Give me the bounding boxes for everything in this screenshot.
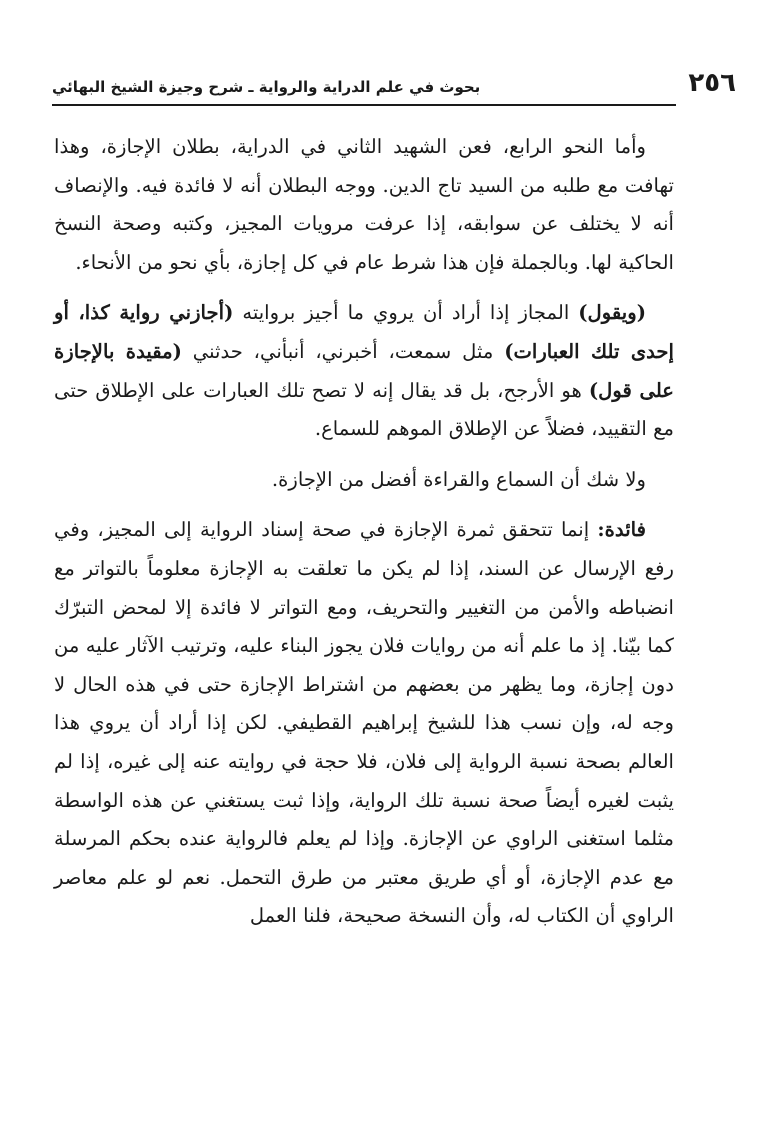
paragraph-1: وأما النحو الرابع، فعن الشهيد الثاني في الدراية، بطلان الإجازة، وهذا تهافت مع طلبه من السيد تاج الدين. ووجه البطلان أنه لا فائدة فيه. والإنصاف أنه لا يختلف عن سوابقه، إذا عرفت مرويات المجيز، وكتبه وصحة النسخ الحاكية لها. وبالجملة فإن هذا شرط عام في كل إجازة، بأي نحو من الأنحاء. <box>54 135 674 274</box>
commentary-text: المجاز إذا أراد أن يروي ما أجيز بروايته <box>233 301 579 325</box>
paragraph-3: ولا شك أن السماع والقراءة أفضل من الإجازة. <box>271 467 646 491</box>
header-rule <box>52 104 676 106</box>
paragraph-2 <box>54 294 674 448</box>
running-head: بحوث في علم الدراية والرواية ـ شرح وجيزة الشيخ البهائي <box>52 78 481 96</box>
quoted-text: (ويقول) <box>578 301 646 325</box>
note-text: إنما تتحقق ثمرة الإجازة في صحة إسناد الرواية إلى المجيز، وفي رفع الإرسال عن السند، إذا لم يكن ما تعلقت به الإجازة معلوماً بالتواتر مع انضباطه والأمن من التغيير والتحريف، ومع التواتر لا فائدة إلا لمحض التبرّك كما بيّنا. إذ ما علم أنه من روايات فلان يجوز البناء عليه، وترتيب الآثار عليه من دون إجازة، وما يظهر من بعضهم من اشتراط الإجازة حتى في هذه الحال لا وجه له، وإن نسب هذا للشيخ إبراهيم القطيفي. لكن إذا أراد أن يروي هذا العالم بصحة نسبة الرواية إلى فلان، فلا حجة في روايته عنه إلى غيره، إذا لم يثبت لغيره أيضاً صحة نسبة تلك الرواية، وإذا ثبت يستغني عن هذه الواسطة مثلما استغنى الراوي عن الإجازة. وإذا لم يعلم فالرواية عنده بحكم المرسلة مع عدم الإجازة، أو أي طريق معتبر من طرق التحمل. نعم لو علم معاصر الراوي أن الكتاب له، وأن النسخة صحيحة، فلنا العمل <box>54 518 674 928</box>
note-lead: فائدة: <box>597 518 646 542</box>
body-text <box>54 128 674 936</box>
page-number: ٢٥٦ <box>688 68 736 98</box>
commentary-text: مثل سمعت، أخبرني، أنبأني، حدثني <box>181 339 505 363</box>
commentary-text: هو الأرجح، بل قد يقال إنه لا تصح تلك العبارات على الإطلاق حتى مع التقييد، فضلاً عن الإطلاق الموهم للسماع. <box>54 378 674 441</box>
page-header <box>52 66 736 106</box>
quoted-text: (مقيدة بالإجازة على قول) <box>54 339 674 402</box>
paragraph-4 <box>54 511 674 936</box>
quoted-text: (أجازني رواية كذا، أو إحدى تلك العبارات) <box>54 301 674 363</box>
